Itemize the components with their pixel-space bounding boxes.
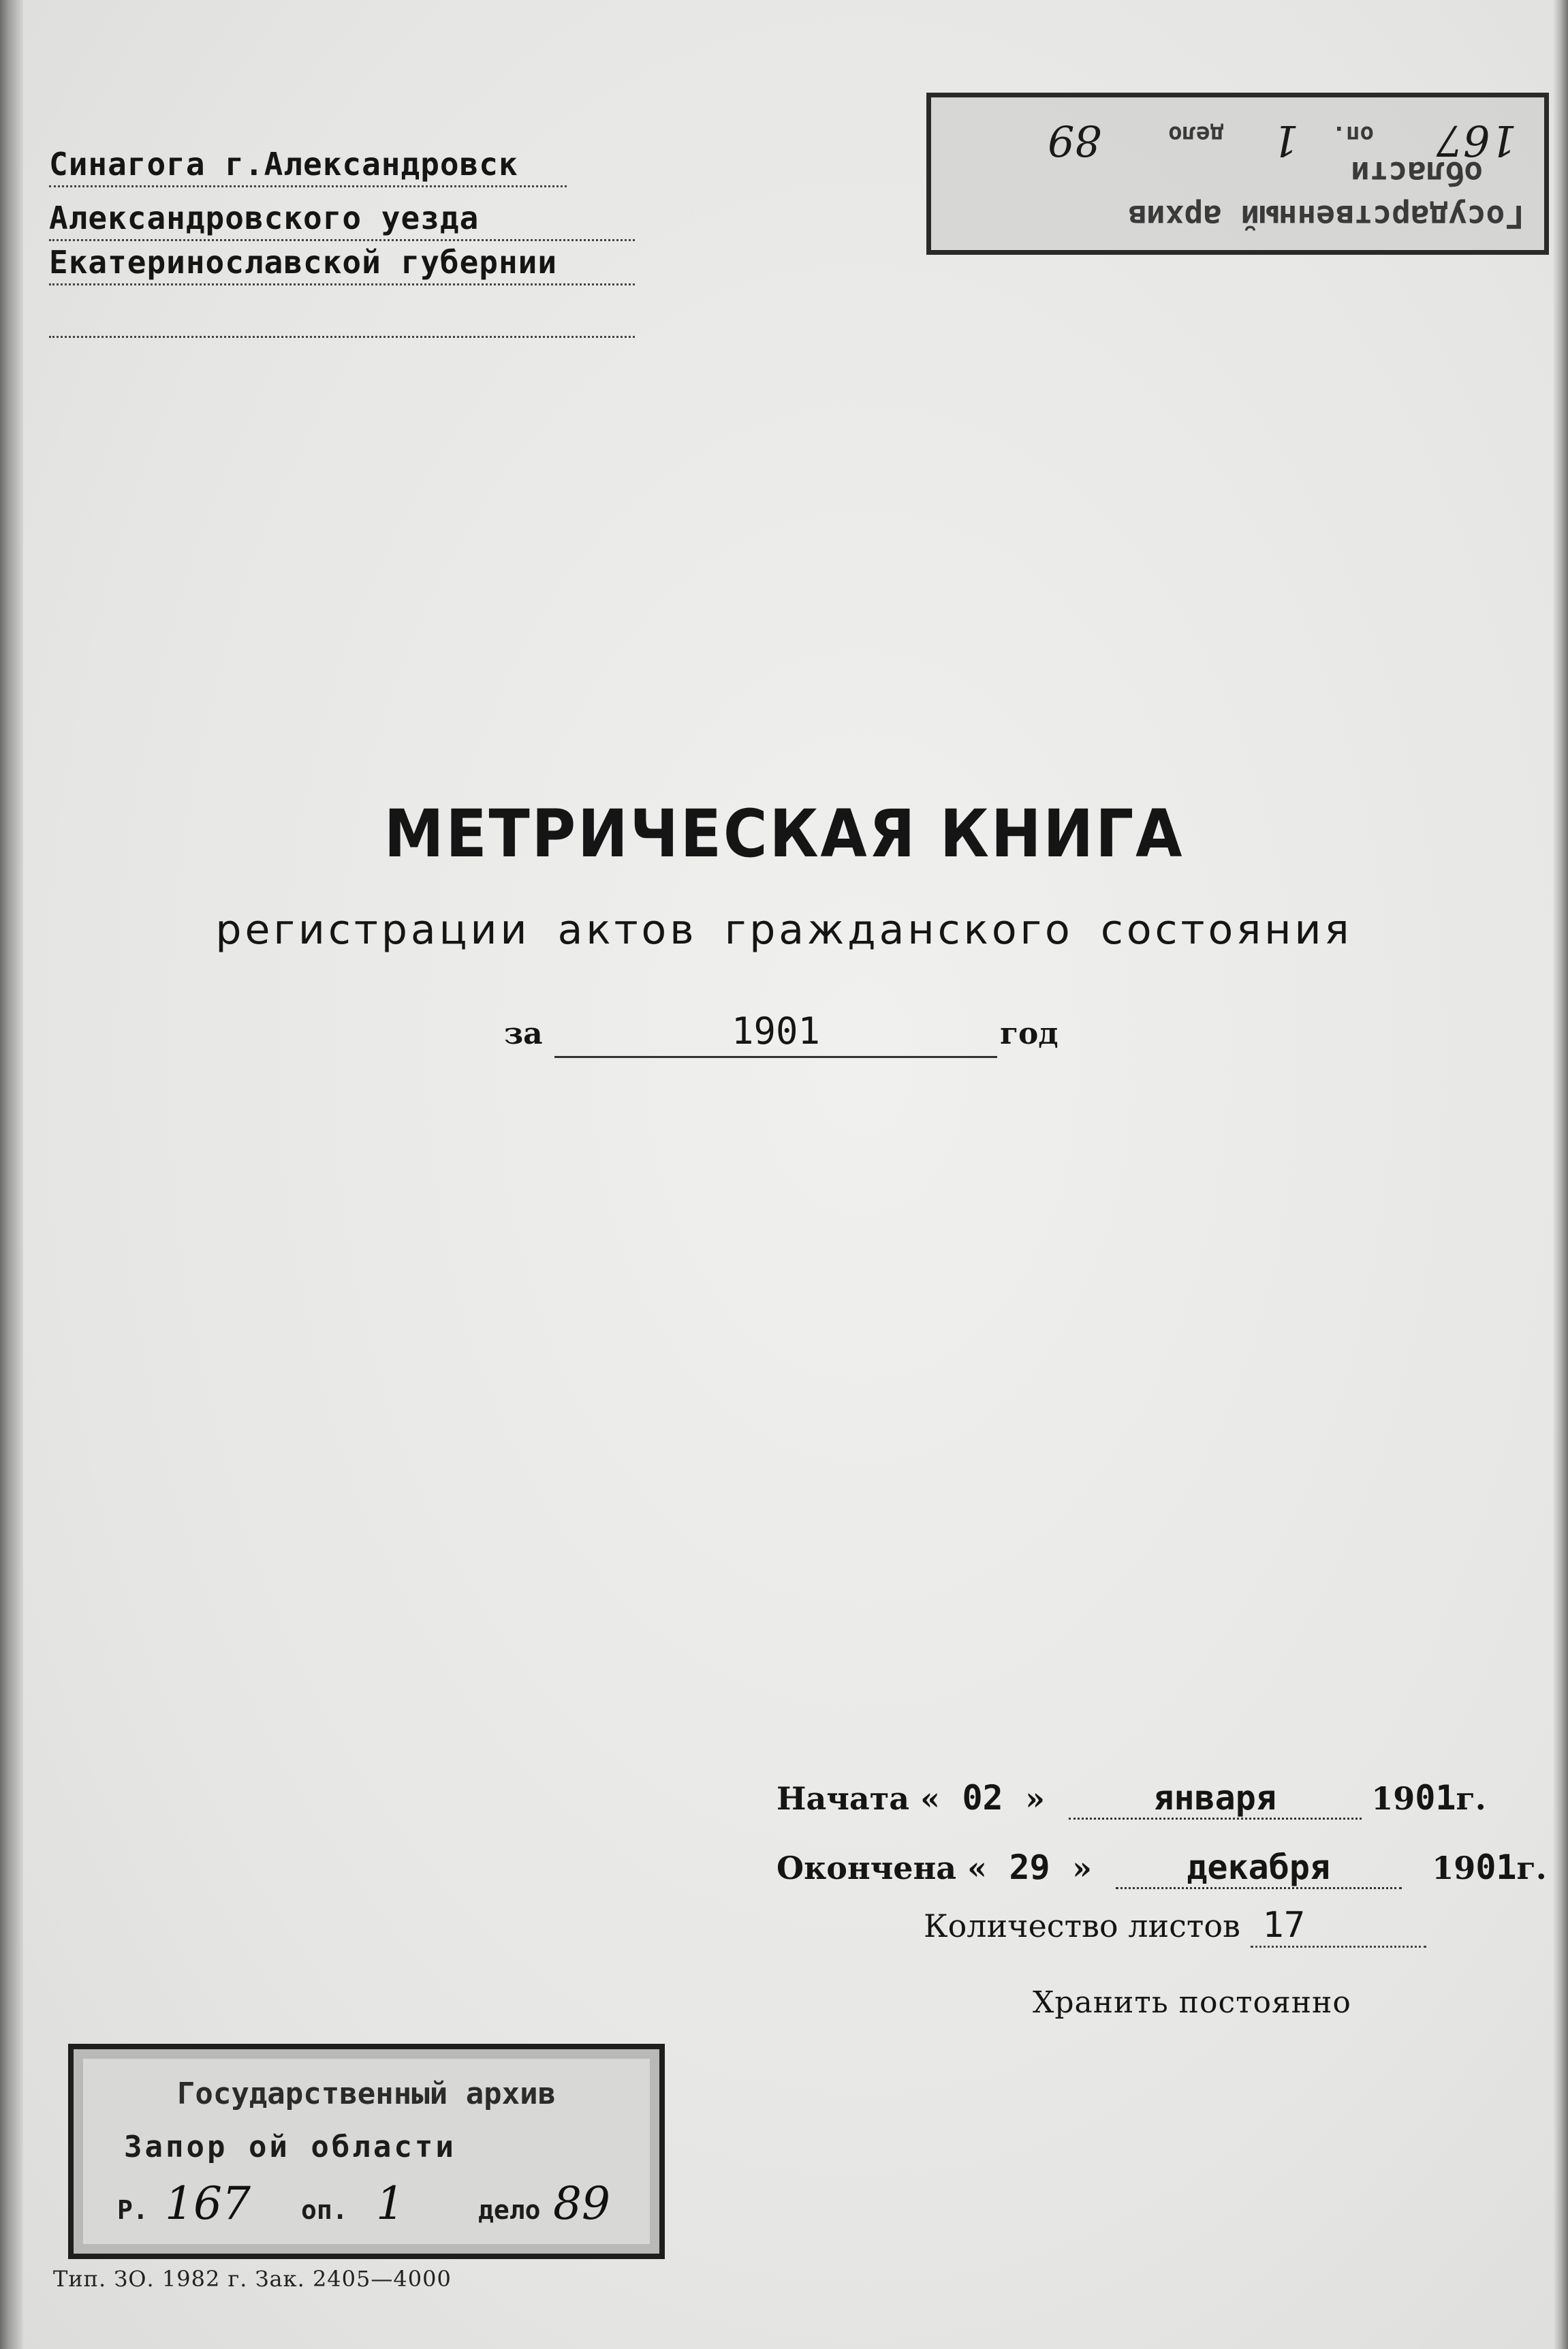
start-day: 02 xyxy=(962,1778,1003,1818)
sheet-count-label: Количество листов xyxy=(924,1908,1240,1944)
year-value: 1901 xyxy=(731,1010,821,1053)
stamp-bottom-archive-line: Государственный архив xyxy=(176,2076,556,2111)
stamp-top-opis-label: оп. xyxy=(1332,121,1374,148)
end-year-prefix: 19 xyxy=(1432,1850,1476,1886)
retention-note: Хранить постоянно xyxy=(1033,1985,1351,2020)
stamp-bottom-fond-number: 167 xyxy=(165,2177,251,2230)
end-day: 29 xyxy=(1009,1848,1050,1887)
stamp-bottom-opis-number: 1 xyxy=(376,2177,405,2230)
stamp-top-archive-line: Государственный архив xyxy=(1127,198,1524,235)
header-line-guberniya: Екатеринославской губернии xyxy=(49,241,635,285)
document-title: МЕТРИЧЕСКАЯ КНИГА xyxy=(383,796,1185,872)
stamp-top-fond-number: 167 xyxy=(1436,116,1517,166)
start-date-label: Начата « xyxy=(777,1780,940,1817)
start-date-row xyxy=(777,1778,1486,1820)
start-year-suffix: 01 xyxy=(1415,1778,1456,1818)
end-year xyxy=(1432,1848,1547,1887)
header-line-uezd: Александровского уезда xyxy=(49,197,635,241)
end-date-label: Окончена « xyxy=(777,1850,987,1886)
stamp-bottom-fond-label: Р. xyxy=(117,2195,148,2225)
stamp-bottom-opis-label: оп. xyxy=(301,2195,348,2225)
stamp-bottom-region-line: Запор ой области xyxy=(124,2130,456,2164)
year-underline xyxy=(554,1056,997,1058)
start-year xyxy=(1371,1778,1486,1818)
start-year-unit: г. xyxy=(1456,1780,1486,1817)
institution-header xyxy=(49,143,635,338)
header-line-blank xyxy=(49,294,635,338)
archive-stamp-top xyxy=(926,93,1549,255)
end-date-row xyxy=(777,1848,1547,1889)
stamp-bottom-delo-number: 89 xyxy=(553,2177,610,2230)
stamp-bottom-delo-label: дело xyxy=(478,2195,541,2225)
year-suffix-label: год xyxy=(1000,1016,1059,1051)
header-line-synagogue: Синагога г.Александровск xyxy=(49,143,567,187)
year-prefix-label: за xyxy=(504,1016,543,1051)
end-year-suffix: 01 xyxy=(1475,1848,1517,1887)
stamp-top-delo-label: дело xyxy=(1168,121,1224,148)
start-year-prefix: 19 xyxy=(1371,1780,1415,1817)
stamp-bottom-reference-line xyxy=(117,2177,635,2236)
archive-stamp-bottom xyxy=(68,2044,665,2259)
sheet-count-row xyxy=(924,1905,1426,1948)
printer-imprint: Тип. ЗО. 1982 г. Зак. 2405—4000 xyxy=(53,2266,452,2292)
start-close-quote: » xyxy=(1025,1780,1046,1817)
stamp-top-opis-number: 1 xyxy=(1272,116,1299,166)
page-edge-shadow-right xyxy=(1553,0,1568,2349)
document-subtitle: регистрации актов гражданского состояния xyxy=(215,906,1353,954)
stamp-top-delo-number: 89 xyxy=(1048,116,1101,166)
stamp-top-region-line: области xyxy=(1351,155,1483,191)
end-year-unit: г. xyxy=(1516,1850,1547,1886)
end-month: декабря xyxy=(1116,1848,1402,1889)
page-edge-shadow-left xyxy=(0,0,23,2349)
stamp-bottom-inner xyxy=(83,2059,650,2244)
end-close-quote: » xyxy=(1072,1850,1093,1886)
sheet-count-value: 17 xyxy=(1251,1905,1426,1948)
start-month: января xyxy=(1069,1778,1362,1820)
